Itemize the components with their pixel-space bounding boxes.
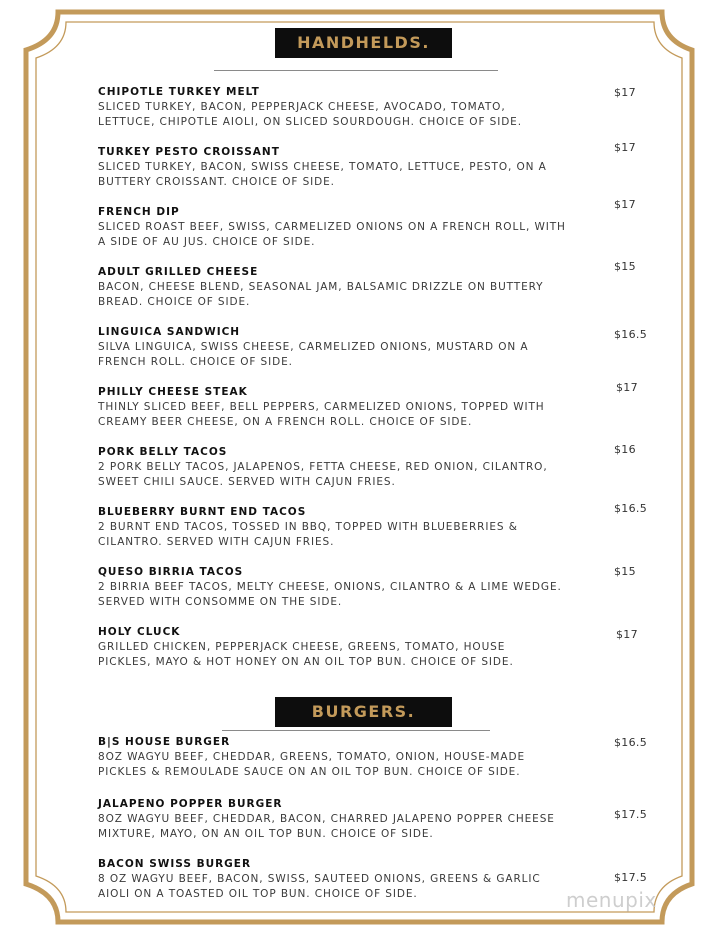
item-price: $16.5 (614, 328, 647, 341)
item-description: BREAD. CHOICE OF SIDE. (98, 296, 251, 308)
item-description: SERVED WITH CONSOMME ON THE SIDE. (98, 596, 343, 608)
item-price: $16 (614, 443, 636, 456)
section-divider (222, 730, 490, 731)
item-name: ADULT GRILLED CHEESE (98, 266, 259, 278)
item-description: CREAMY BEER CHEESE, ON A FRENCH ROLL. CHOICE OF SIDE. (98, 416, 473, 428)
item-name: LINGUICA SANDWICH (98, 326, 241, 338)
item-price: $15 (614, 565, 636, 578)
item-description: GRILLED CHICKEN, PEPPERJACK CHEESE, GREENS, TOMATO, HOUSE (98, 641, 506, 653)
menu-item (98, 205, 593, 250)
section-divider (214, 70, 498, 71)
item-description: 2 PORK BELLY TACOS, JALAPENOS, FETTA CHEESE, RED ONION, CILANTRO, (98, 461, 548, 473)
item-description: AIOLI ON A TOASTED OIL TOP BUN. CHOICE OF SIDE. (98, 888, 418, 900)
item-price: $17.5 (614, 808, 647, 821)
item-description: FRENCH ROLL. CHOICE OF SIDE. (98, 356, 293, 368)
menu-item (98, 625, 593, 670)
menu-item (98, 445, 593, 490)
menu-item (98, 385, 593, 430)
item-description: SILVA LINGUICA, SWISS CHEESE, CARMELIZED ONIONS, MUSTARD ON A (98, 341, 529, 353)
item-description: 2 BIRRIA BEEF TACOS, MELTY CHEESE, ONIONS, CILANTRO & A LIME WEDGE. (98, 581, 562, 593)
item-name: QUESO BIRRIA TACOS (98, 566, 244, 578)
menu-item (98, 85, 593, 130)
item-price: $17.5 (614, 871, 647, 884)
item-description: CILANTRO. SERVED WITH CAJUN FRIES. (98, 536, 335, 548)
item-price: $17 (614, 86, 636, 99)
menu-item (98, 797, 593, 842)
item-name: BLUEBERRY BURNT END TACOS (98, 506, 307, 518)
item-description: THINLY SLICED BEEF, BELL PEPPERS, CARMELIZED ONIONS, TOPPED WITH (98, 401, 545, 413)
menu-item (98, 145, 593, 190)
item-name: PHILLY CHEESE STEAK (98, 386, 248, 398)
item-name: HOLY CLUCK (98, 626, 181, 638)
item-price: $16.5 (614, 502, 647, 515)
item-name: CHIPOTLE TURKEY MELT (98, 86, 260, 98)
item-description: SLICED TURKEY, BACON, SWISS CHEESE, TOMATO, LETTUCE, PESTO, ON A (98, 161, 547, 173)
menu-item (98, 857, 593, 902)
item-name: FRENCH DIP (98, 206, 180, 218)
item-price: $17 (616, 381, 638, 394)
item-description: PICKLES, MAYO & HOT HONEY ON AN OIL TOP BUN. CHOICE OF SIDE. (98, 656, 514, 668)
item-description: BUTTERY CROISSANT. CHOICE OF SIDE. (98, 176, 335, 188)
item-description: 2 BURNT END TACOS, TOSSED IN BBQ, TOPPED WITH BLUEBERRIES & (98, 521, 518, 533)
item-name: PORK BELLY TACOS (98, 446, 228, 458)
item-name: BACON SWISS BURGER (98, 858, 252, 870)
item-description: PICKLES & REMOULADE SAUCE ON AN OIL TOP BUN. CHOICE OF SIDE. (98, 766, 521, 778)
item-name: B|S HOUSE BURGER (98, 736, 231, 748)
item-price: $17 (614, 198, 636, 211)
item-price: $15 (614, 260, 636, 273)
menu-item (98, 735, 593, 780)
item-price: $17 (614, 141, 636, 154)
item-description: 8OZ WAGYU BEEF, CHEDDAR, BACON, CHARRED JALAPENO POPPER CHEESE (98, 813, 555, 825)
item-description: BACON, CHEESE BLEND, SEASONAL JAM, BALSAMIC DRIZZLE ON BUTTERY (98, 281, 544, 293)
menu-item (98, 325, 593, 370)
item-price: $16.5 (614, 736, 647, 749)
menu-item (98, 565, 593, 610)
section-title-handhelds: HANDHELDS. (275, 28, 452, 58)
item-description: 8OZ WAGYU BEEF, CHEDDAR, GREENS, TOMATO, ONION, HOUSE-MADE (98, 751, 525, 763)
menu-item (98, 265, 593, 310)
menupix-watermark: menupix (566, 888, 657, 912)
item-description: LETTUCE, CHIPOTLE AIOLI, ON SLICED SOURDOUGH. CHOICE OF SIDE. (98, 116, 522, 128)
item-description: MIXTURE, MAYO, ON AN OIL TOP BUN. CHOICE OF SIDE. (98, 828, 434, 840)
item-description: SLICED ROAST BEEF, SWISS, CARMELIZED ONIONS ON A FRENCH ROLL, WITH (98, 221, 566, 233)
item-description: 8 OZ WAGYU BEEF, BACON, SWISS, SAUTEED ONIONS, GREENS & GARLIC (98, 873, 541, 885)
item-name: TURKEY PESTO CROISSANT (98, 146, 280, 158)
menu-item (98, 505, 593, 550)
item-description: SWEET CHILI SAUCE. SERVED WITH CAJUN FRIES. (98, 476, 396, 488)
item-name: JALAPENO POPPER BURGER (98, 798, 283, 810)
item-description: SLICED TURKEY, BACON, PEPPERJACK CHEESE, AVOCADO, TOMATO, (98, 101, 506, 113)
item-price: $17 (616, 628, 638, 641)
item-description: A SIDE OF AU JUS. CHOICE OF SIDE. (98, 236, 316, 248)
section-title-burgers: BURGERS. (275, 697, 452, 727)
